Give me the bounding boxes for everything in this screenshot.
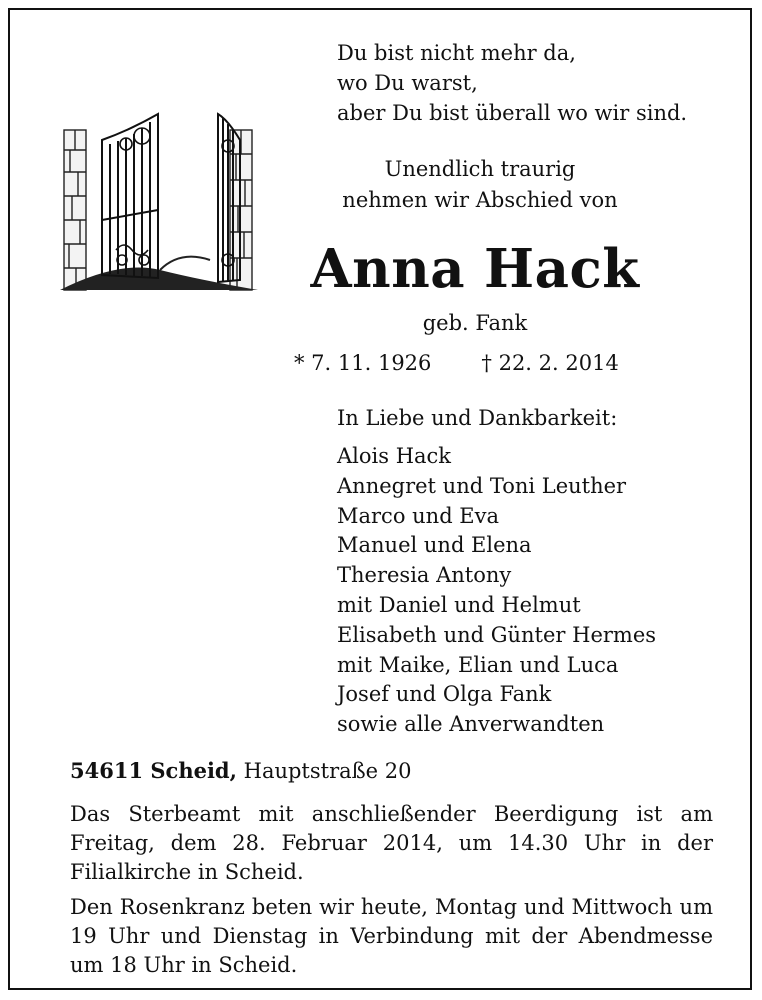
open-gate-icon bbox=[60, 110, 258, 292]
address bbox=[70, 756, 412, 786]
farewell-line: Unendlich traurig bbox=[384, 157, 576, 181]
mourners-list bbox=[337, 442, 656, 740]
verse-line: wo Du warst, bbox=[337, 71, 478, 95]
funeral-info: Das Sterbeamt mit anschließender Beerdigung ist am Freitag, dem 28. Februar 2014, um 14.30 Uhr in der Filialkirche in Scheid. bbox=[70, 802, 713, 884]
birth-name: geb. Fank bbox=[422, 311, 528, 335]
mourner: sowie alle Anverwandten bbox=[337, 712, 605, 737]
mourner: Elisabeth und Günter Hermes bbox=[337, 622, 657, 647]
mourner: Josef und Olga Fank bbox=[337, 682, 552, 707]
address-street: Hauptstraße 20 bbox=[243, 759, 412, 783]
farewell-text bbox=[310, 154, 650, 216]
mourner: Manuel und Elena bbox=[337, 533, 532, 558]
deceased-name: Anna Hack bbox=[310, 238, 640, 300]
mourner: mit Daniel und Helmut bbox=[337, 592, 581, 617]
mourner: Marco und Eva bbox=[337, 503, 500, 528]
verse-line: Du bist nicht mehr da, bbox=[337, 41, 576, 65]
birth-date: * 7. 11. 1926 bbox=[294, 351, 432, 375]
address-place: 54611 Scheid, bbox=[70, 758, 237, 783]
rosary-info: Den Rosenkranz beten wir heute, Montag und Mittwoch um 19 Uhr und Dienstag in Verbindung mit der Abendmesse um 18 Uhr in Scheid. bbox=[70, 895, 713, 977]
life-dates bbox=[294, 348, 619, 378]
mourner: Annegret und Toni Leuther bbox=[337, 473, 627, 498]
farewell-line: nehmen wir Abschied von bbox=[342, 188, 618, 212]
thanks-heading: In Liebe und Dankbarkeit: bbox=[337, 406, 618, 430]
verse bbox=[337, 38, 687, 128]
obituary-frame bbox=[8, 8, 752, 990]
verse-line: aber Du bist überall wo wir sind. bbox=[337, 101, 688, 125]
mourner: Alois Hack bbox=[337, 444, 452, 468]
mourner: Theresia Antony bbox=[337, 563, 512, 588]
death-date: † 22. 2. 2014 bbox=[481, 351, 619, 375]
mourner: mit Maike, Elian und Luca bbox=[337, 652, 619, 677]
